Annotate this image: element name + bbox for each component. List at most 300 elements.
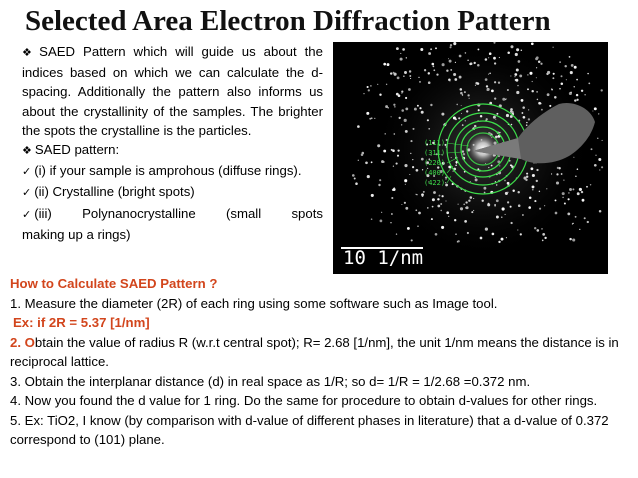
diffraction-spot [534,227,536,229]
diffraction-spot [473,198,474,199]
diffraction-spot [396,47,399,50]
diffraction-spot [507,51,510,54]
diffraction-spot [491,90,494,93]
diffraction-spot [430,104,432,106]
diffraction-spot [357,125,360,128]
diffraction-spot [470,196,473,199]
diffraction-spot [523,116,526,119]
diffraction-spot [529,72,532,75]
diffraction-spot [526,173,528,175]
diffraction-spot [436,73,438,75]
diffraction-spot [396,233,397,234]
diffraction-spot [446,70,448,72]
diffraction-spot [428,52,431,55]
diffraction-spot [510,206,512,208]
diffraction-spot [526,176,528,178]
diffraction-spot [577,168,579,170]
diffraction-spot [432,198,435,201]
diffraction-spot [401,124,402,125]
diffraction-spot [354,178,356,180]
diffraction-spot [512,189,514,191]
diffraction-spot [441,195,443,197]
diffraction-spot [453,73,456,76]
diffraction-spot [449,80,450,81]
diffraction-spot [486,85,488,87]
diffraction-spot [554,96,557,99]
diffraction-spot [407,227,410,230]
diffraction-spot [475,85,476,86]
diffraction-spot [467,60,469,62]
diffraction-spot [485,228,488,231]
diffraction-spot [501,238,504,241]
diffraction-spot [439,195,441,197]
diffraction-spot [556,173,558,175]
diffraction-spot [431,218,433,220]
diffraction-spot [370,85,372,87]
diffraction-spot [527,88,529,90]
diffraction-spot [526,122,527,123]
diffraction-spot [366,112,369,115]
diffraction-spot [549,105,551,107]
diffraction-spot [446,211,449,214]
diffraction-spot [531,167,534,170]
item3-word: (iii) [34,205,52,221]
diffraction-spot [574,66,577,69]
diffraction-spot [551,88,552,89]
diffraction-spot [588,82,590,84]
diffraction-spot [576,94,578,96]
diffraction-spot [455,233,456,234]
diffraction-spot [546,188,547,189]
diffraction-spot [576,99,578,101]
diffraction-spot [498,82,500,84]
diffraction-spot [396,163,398,165]
diffraction-spot [467,232,469,234]
diffraction-spot [398,94,401,97]
diffraction-spot [397,77,400,80]
diffraction-spot [371,117,373,119]
diffraction-spot [493,116,496,119]
diffraction-spot [400,53,401,54]
diffraction-spot [469,98,470,99]
diffraction-spot [463,153,465,155]
diffraction-spot [467,94,469,96]
diffraction-spot [536,67,537,68]
diffraction-spot [417,225,419,227]
diffraction-spot [437,198,439,200]
saed-item-polynano-rest: making up a rings) [22,226,131,242]
item3-word: (small [225,205,262,221]
diffraction-spot [411,239,413,241]
diffraction-spot [405,97,407,99]
diffraction-spot [367,175,370,178]
diffraction-spot [506,99,507,100]
diffraction-spot [437,205,440,208]
diffraction-spot [488,203,490,205]
diffraction-spot [521,99,524,102]
diffraction-spot [478,109,480,111]
diffraction-spot [393,166,394,167]
diffraction-spot [517,85,518,86]
diffraction-spot [381,212,382,213]
diffraction-spot [504,180,506,182]
diffraction-spot [485,78,488,81]
diffraction-spot [465,201,467,203]
diffraction-spot [522,106,525,109]
diffraction-spot [401,91,403,93]
diffraction-spot [475,178,478,181]
diffraction-spot [462,150,464,152]
diffraction-spot [502,98,505,101]
diffraction-spot [404,202,406,204]
diffraction-spot [573,157,574,158]
diffraction-spot [520,233,522,235]
diffraction-spot [433,191,436,194]
diffraction-spot [400,58,403,61]
diffraction-spot [380,220,383,223]
diffraction-spot [553,73,555,75]
diffraction-spot [507,182,510,185]
diffraction-spot [391,116,392,117]
diffraction-spot [416,194,417,195]
diffraction-spot [477,48,479,50]
diffraction-spot [566,79,567,80]
saed-item-amorphous: ✓ (i) if your sample is amprohous (diffuse rings). [22,163,302,179]
diffraction-spot [455,164,457,166]
diffraction-spot [506,237,507,238]
diffraction-spot [505,214,506,215]
diffraction-spot [599,169,600,170]
diffraction-spot [575,216,577,218]
diffraction-spot [516,48,519,51]
diffraction-spot [598,158,601,161]
diffraction-spot [594,164,597,167]
diffraction-spot [559,61,560,62]
diffraction-spot [442,63,445,66]
diffraction-spot [420,48,423,51]
diffraction-spot [602,140,603,141]
diffraction-spot [526,124,528,126]
diffraction-spot [562,192,565,195]
diffraction-spot [507,201,509,203]
diffraction-spot [487,88,490,91]
diffraction-spot [547,93,550,96]
diffraction-spot [507,89,509,91]
diffraction-spot [365,161,368,164]
saed-heading: ❖ SAED pattern: [22,142,120,158]
diffraction-spot [379,179,381,181]
diffraction-spot [595,155,596,156]
diffraction-spot [386,84,387,85]
diffraction-spot [377,84,378,85]
diffraction-spot [477,82,480,85]
diffraction-spot [587,221,589,223]
diffraction-spot [362,152,365,155]
diffraction-spot [537,229,540,232]
diffraction-spot [477,64,480,67]
diffraction-spot [507,192,508,193]
diffraction-spot [498,241,500,243]
diffraction-spot [572,238,575,241]
diffraction-spot [518,60,521,63]
diffraction-spot [399,117,401,119]
ring-label: (400) [424,169,446,177]
diffraction-spot [485,58,488,61]
ring-label: (111) [424,139,446,147]
diffraction-spot [597,138,598,139]
diffraction-spot [601,89,603,91]
diffraction-spot [539,191,540,192]
diffraction-spot [496,216,499,219]
diffraction-spot [462,124,464,126]
diffraction-spot [536,169,538,171]
diffraction-spot [501,217,502,218]
diffraction-spot [466,206,469,209]
diffraction-spot [471,211,473,213]
diffraction-spot [410,153,411,154]
diffraction-spot [465,52,467,54]
diffraction-spot [521,49,523,51]
ring-labels [424,139,445,187]
diffraction-spot [572,223,573,224]
diffraction-spot [393,188,396,191]
diffraction-spot [587,73,588,74]
diffraction-spot [598,113,599,114]
diffraction-spot [581,90,583,92]
diffraction-spot [489,73,491,75]
diffraction-spot [510,75,511,76]
diffraction-spot [528,109,529,110]
diffraction-spot [531,42,534,45]
diffraction-spot [412,159,413,160]
check-bullet-icon: ✓ [22,166,32,179]
diffraction-spot [534,200,536,202]
diffraction-spot [414,108,417,111]
saed-item-crystalline: ✓ (ii) Crystalline (bright spots) [22,184,195,200]
diffraction-spot [394,187,395,188]
diffraction-spot [577,192,580,195]
diffraction-spot [567,213,570,216]
diffraction-spot [579,229,580,230]
step-4: 4. Now you found the d value for 1 ring. Do the same for procedure to obtain d-values for other rings. [10,393,598,408]
check-bullet-icon: ✓ [22,187,32,200]
diffraction-spot [510,164,512,166]
diffraction-spot [541,228,542,229]
diffraction-spot [547,71,550,74]
scale-bar-label: 10 1/nm [343,247,424,269]
diffraction-spot [352,174,355,177]
diffraction-spot [401,93,402,94]
diffraction-spot [499,132,501,134]
diffraction-spot [428,128,430,130]
diffraction-spot [394,106,395,107]
diffraction-spot [521,112,523,114]
diffraction-spot [435,47,437,49]
ring-label: (422) [424,179,446,187]
diffraction-spot [430,48,432,50]
diffraction-spot [564,202,566,204]
diffraction-spot [570,71,573,74]
diffraction-spot [601,166,603,168]
diffraction-spot [377,144,380,147]
diffraction-spot [404,71,407,74]
diffraction-spot [445,182,446,183]
diffraction-spot [404,164,407,167]
diffraction-spot [483,187,486,190]
diffraction-spot [371,194,374,197]
saed-pattern-svg [333,42,608,274]
diffraction-spot [514,73,517,76]
diffraction-spot [401,109,404,112]
diffraction-spot [536,180,538,182]
diffraction-spot [515,79,517,81]
diffraction-spot [378,184,380,186]
diffraction-spot [518,204,521,207]
diffraction-spot [397,155,399,157]
diffraction-spot [488,74,489,75]
diffraction-spot [537,99,539,101]
diffraction-spot [422,195,424,197]
diffraction-spot [499,57,500,58]
diffraction-spot [494,97,496,99]
diffraction-spot [448,216,449,217]
diffraction-spot [458,117,460,119]
diffraction-spot [461,113,462,114]
item3-word: Polynanocrystalline [82,205,196,221]
diffraction-spot [456,163,457,164]
diffraction-spot [401,204,402,205]
diffraction-spot [528,206,531,209]
diffraction-spot [527,74,528,75]
diffraction-spot [415,194,416,195]
diffraction-spot [515,53,518,56]
diffraction-spot [381,160,384,163]
diffraction-spot [562,197,564,199]
diffraction-spot [423,191,425,193]
step-5: 5. Ex: TiO2, I know (by comparison with d-value of different phases in literature) that a d-value of 0.372 correspond to (101) plane. [10,412,609,447]
diffraction-spot [397,149,399,151]
diffraction-spot [496,199,499,202]
diffraction-spot [517,191,519,193]
diffraction-spot [391,149,393,151]
diffraction-spot [532,81,533,82]
diffraction-spot [532,174,535,177]
diffraction-spot [448,58,449,59]
diffraction-spot [459,55,462,58]
diffraction-spot [441,210,442,211]
diffraction-spot [449,60,452,63]
diffraction-spot [465,120,466,121]
diffraction-spot [591,148,593,150]
diffraction-spot [410,140,412,142]
diffraction-spot [482,200,484,202]
diffraction-spot [569,56,571,58]
diffraction-spot [511,124,513,126]
diffraction-spot [572,188,574,190]
diffraction-spot [594,107,597,110]
diffraction-spot [556,181,559,184]
diffraction-spot [496,184,497,185]
diffraction-spot [455,62,456,63]
steps-heading: How to Calculate SAED Pattern ? [10,276,218,291]
diffraction-spot [403,76,404,77]
diffraction-spot [460,92,463,95]
diffraction-spot [459,76,462,79]
diamond-bullet-icon: ❖ [22,47,37,59]
diffraction-spot [568,198,570,200]
diffraction-spot [542,240,544,242]
diffraction-spot [581,191,583,193]
diffraction-spot [393,104,395,106]
diffraction-spot [419,81,421,83]
diffraction-spot [469,63,471,65]
diffraction-spot [535,57,538,60]
diffraction-spot [569,238,571,240]
diffraction-spot [564,65,566,67]
diffraction-spot [539,208,541,210]
diffraction-spot [561,173,563,175]
diffraction-spot [440,203,442,205]
diffraction-spot [456,104,458,106]
diffraction-spot [383,63,386,66]
saed-pattern-image [333,42,608,274]
diffraction-spot [522,214,524,216]
diffraction-spot [493,57,496,60]
diffraction-spot [544,205,545,206]
diffraction-spot [519,74,522,77]
diffraction-spot [441,113,444,116]
diffraction-spot [402,48,405,51]
step-example: Ex: if 2R = 5.37 [1/nm] [13,315,150,330]
diffraction-spot [496,113,498,115]
diffraction-spot [536,77,537,78]
diffraction-spot [406,57,407,58]
diffraction-spot [367,86,369,88]
diffraction-spot [412,128,414,130]
diffraction-spot [529,196,532,199]
ring-label: (311) [424,149,446,157]
diffraction-spot [418,77,419,78]
diffraction-spot [379,94,381,96]
diffraction-spot [488,167,489,168]
diffraction-spot [584,217,586,219]
diffraction-spot [405,130,408,133]
diffraction-spot [590,184,591,185]
diffraction-spot [454,78,457,81]
diffraction-spot [453,116,456,119]
diffraction-spot [450,69,452,71]
diffraction-spot [460,207,463,210]
diffraction-spot [579,188,582,191]
diffraction-spot [552,77,554,79]
diffraction-spot [464,220,467,223]
diffraction-spot [499,165,500,166]
diffraction-spot [510,222,512,224]
diffraction-spot [421,111,424,114]
diffraction-spot [371,218,373,220]
diffraction-spot [553,47,554,48]
diffraction-spot [531,90,533,92]
diffraction-spot [453,42,456,45]
diffraction-spot [433,69,435,71]
diffraction-spot [514,76,515,77]
diffraction-spot [561,82,564,85]
diffraction-spot [391,213,393,215]
diffraction-spot [528,118,530,120]
diffraction-spot [510,45,513,48]
diffraction-spot [387,63,390,66]
diffraction-spot [536,91,538,93]
